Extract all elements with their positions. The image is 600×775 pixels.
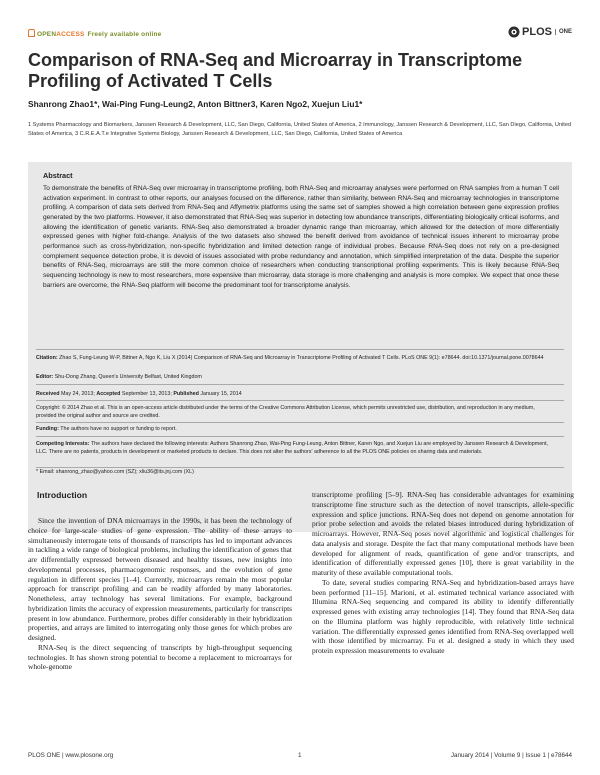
meta-divider-1 (36, 384, 564, 385)
body-paragraph: RNA-Seq is the direct sequencing of transcripts by high-throughput sequencing technologies. It has shown strong potential to become a replacement to microarrays for whole-genome (28, 642, 292, 672)
footer-journal: PLOS ONE | www.plosone.org (28, 752, 114, 759)
body-paragraph: To date, several studies comparing RNA-Seq and hybridization-based arrays have been performed [11–15]. Marioni, et al. estimated technical variance associated with Illumina RNA-Seq sequencing and compared its ability to identify differentially expressed genes with existing array technologies [14]. They found that RNA-Seq data on the Illumina platform was highly reproducible, with relatively little technical variation. The differentially expressed genes identified from RNA-Seq overlapped well with those identified by microarray. Fu et al. designed a study in which they used protein expression measurements to evaluate (312, 577, 574, 655)
received-date: May 24, 2013; (60, 391, 95, 397)
open-access-access-word: ACCESS (56, 31, 85, 38)
meta-divider-2 (36, 400, 564, 401)
published-label: Published (173, 391, 199, 397)
citation-label: Citation: (36, 355, 58, 361)
funding-text: The authors have no support or funding to report. (60, 426, 177, 432)
logo-plos-text: PLOS (522, 26, 552, 38)
plos-one-logo (508, 26, 572, 38)
plos-logo-icon (508, 26, 520, 38)
accepted-label: Accepted (96, 391, 121, 397)
copyright-text: Copyright: © 2014 Zhao et al. This is an open-access article distributed under the terms of the Creative Commons Attribution License, which permits unrestricted use, distribution, and reproduction in any medium, provided the original author and source are credited. (36, 405, 535, 420)
open-access-lock-icon (28, 29, 35, 37)
journal-header (28, 28, 572, 42)
article-title: Comparison of RNA-Seq and Microarray in Transcriptome Profiling of Activated T Cells (28, 50, 523, 91)
competing-interests-line (36, 440, 556, 457)
editor-label: Editor: (36, 374, 54, 380)
footer-issue: January 2014 | Volume 9 | Issue 1 | e78644 (450, 752, 572, 759)
competing-label: Competing Interests: (36, 441, 90, 447)
editor-text: Shu-Dong Zhang, Queen's University Belfast, United Kingdom (54, 374, 202, 380)
editor-line (36, 373, 556, 381)
meta-divider-3 (36, 422, 564, 423)
funding-label: Funding: (36, 426, 59, 432)
accepted-date: September 13, 2013; (121, 391, 172, 397)
introduction-heading: Introduction (37, 490, 88, 500)
competing-text: The authors have declared the following interests: Authors Shanrong Zhao, Wai-Ping Fung-Leung, Anton Bittner, Karen Ngo, and Xuejun Liu are employed by Janssen Research & Development, LLC. There are no patents, products in development or marketed products to declare. This does not alter the authors' adherence to all the PLOS ONE policies on sharing data and materials. (36, 441, 549, 456)
received-label: Received (36, 391, 60, 397)
body-paragraph: transcriptome profiling [5–9]. RNA-Seq has considerable advantages for examining transcriptome fine structure such as the detection of novel transcripts, allele-specific expression and splice junctions. RNA-Seq does not depend on genome annotation for prior probe selection and avoids the related biases introduced during hybridization of microarrays. However, RNA-Seq poses novel algorithmic and logistical challenges for data analysis and storage. Despite the fact that many computational methods have been developed for alignment of reads, quantification of gene and/or transcripts, and identification of differentially expressed genes [10], there is great variability in the maturity of these available computational tools. (312, 490, 574, 577)
body-column-left (28, 516, 292, 672)
abstract-text: To demonstrate the benefits of RNA-Seq over microarray in transcriptome profiling, both RNA-Seq and microarray analyses were performed on RNA samples from a human T cell activation experiment. In contrast to other reports, our analyses focused on the difference, rather than similarity, between RNA-Seq and microarray technologies in transcriptome profiling. A comparison of data sets derived from RNA-Seq and Affymetrix platforms using the same set of samples showed a high correlation between gene expression profiles generated by the two platforms. However, it also demonstrated that RNA-Seq was superior in detecting low abundance transcripts, differentiating biologically critical isoforms, and allowing the identification of genetic variants. RNA-Seq also demonstrated a broader dynamic range than microarray, which allowed for the detection of more differentially expressed genes with higher fold-change. Analysis of the two datasets also showed the benefit derived from avoidance of technical issues inherent to microarray probe performance such as cross-hybridization, non-specific hybridization and limited detection range of individual probes. Because RNA-Seq does not rely on a pre-designed complement sequence detection probe, it is devoid of issues associated with probe redundancy and annotation, which simplified interpretation of the data. Despite the superior benefits of RNA-Seq, microarrays are still the more common choice of researchers when conducting transcriptional profiling experiments. This is likely because RNA-Seq sequencing technology is new to most researchers, more expensive than microarray, data storage is more challenging and analysis is more complex. We expect that once these barriers are overcome, the RNA-Seq platform will become the predominant tool for transcriptome analysis. (43, 185, 559, 289)
published-date: January 15, 2014 (200, 391, 242, 397)
body-paragraph: Since the invention of DNA microarrays in the 1990s, it has been the technology of choice for large-scale studies of gene expression. The ability of these arrays to simultaneously interrogate tens of thousands of transcripts has led to important advances in tackling a wide range of biological problems, including the identification of genes that are differentially expressed between diseased and healthy tissues, new insights into developmental processes, pharmacogenomic responses, and the evolution of gene regulation in different species [1–4]. Currently, microarrays remain the most popular approach for transcript profiling and can be readily afforded by many laboratories. Nonetheless, array technology has several limitations. For example, background hybridization limits the accuracy of expression measurements, particularly for transcripts present in low abundance. Furthermore, probes differ considerably in their hybridization properties, and arrays are limited to interrogating only those genes for which probes are designed. (28, 516, 292, 642)
citation-text: Zhao S, Fung-Leung W-P, Bittner A, Ngo K, Liu X (2014) Comparison of RNA-Seq and Microarray in Transcriptome Profiling of Activated T Cells. PLoS ONE 9(1): e78644. doi:10.1371/journal.pone.0078644 (59, 355, 544, 361)
logo-one-text: ONE (555, 29, 572, 35)
citation-line (36, 354, 556, 362)
dates-line (36, 390, 556, 398)
body-column-right (312, 490, 574, 656)
funding-line (36, 425, 556, 433)
page-footer (28, 752, 572, 762)
affiliations: 1 Systems Pharmacology and Biomarkers, Janssen Research & Development, LLC, San Diego, California, United States of America, 2 Immunology, Janssen Research & Development, LLC, San Diego, California, United States of America, 3 C.R.E.A.T.e Integrative Systems Biology, Janssen Research & Development, LLC, San Diego, California, United States of America (28, 122, 572, 138)
contact-email: * Email: shanrong_zhao@yahoo.com (SZ); xliu36@its.jnj.com (XL) (36, 469, 194, 475)
abstract-heading: Abstract (43, 171, 73, 180)
open-access-badge (28, 29, 162, 38)
abstract-divider (36, 349, 564, 350)
freely-available-label: Freely available online (87, 31, 162, 38)
open-access-open-word: OPEN (37, 31, 57, 38)
page-number: 1 (298, 752, 302, 759)
meta-divider-4 (36, 436, 564, 437)
author-list: Shanrong Zhao1*, Wai-Ping Fung-Leung2, Anton Bittner3, Karen Ngo2, Xuejun Liu1* (28, 99, 363, 109)
